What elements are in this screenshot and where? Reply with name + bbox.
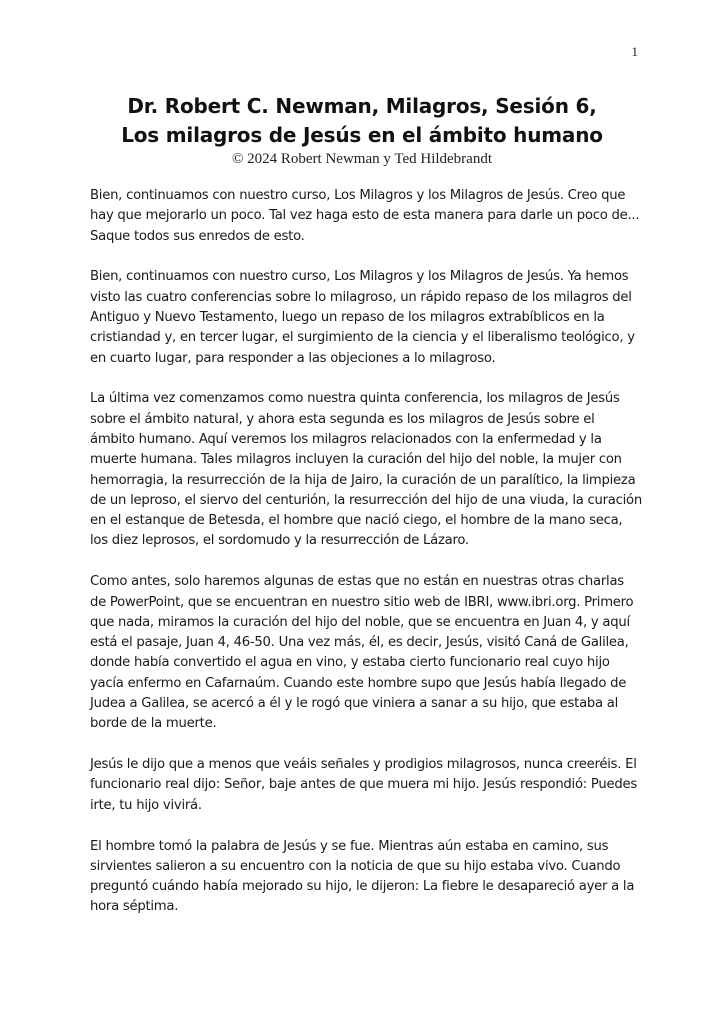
page-number: 1 bbox=[631, 44, 638, 59]
paragraph: La última vez comenzamos como nuestra quinta conferencia, los milagros de Jesús sobre el ámbito natural, y ahora esta segunda es los milagros de Jesús sobre el ámbito humano. Aquí veremos los milagros relacionados con la enfermedad y la muerte humana. Tales milagros incluyen la curación del hijo del noble, la mujer con hemorragia, la resurrección de la hija de Jairo, la curación de un paralítico, la limpieza de un leproso, el siervo del centurión, la resurrección del hijo de una viuda, la curación en el estanque de Betesda, el hombre que nació ciego, el hombre de la mano seca, los diez leprosos, el sordomudo y la resurrección de Lázaro. bbox=[90, 391, 642, 549]
document-title bbox=[0, 92, 724, 150]
paragraph: El hombre tomó la palabra de Jesús y se fue. Mientras aún estaba en camino, sus sirvientes salieron a su encuentro con la noticia de que su hijo estaba vivo. Cuando preguntó cuándo había mejorado su hijo, le dijeron: La fiebre le desapareció ayer a la hora séptima. bbox=[90, 838, 635, 915]
paragraph: Bien, continuamos con nuestro curso, Los Milagros y los Milagros de Jesús. Creo que hay que mejorarlo un poco. Tal vez haga esto de esta manera para darle un poco de... Saque todos sus enredos de esto. bbox=[90, 188, 640, 244]
title-line-1: Dr. Robert C. Newman, Milagros, Sesión 6, bbox=[127, 94, 597, 118]
copyright-line: © 2024 Robert Newman y Ted Hildebrandt bbox=[231, 151, 493, 167]
title-block bbox=[0, 92, 724, 168]
paragraph: Jesús le dijo que a menos que veáis señales y prodigios milagrosos, nunca creeréis. El funcionario real dijo: Señor, baje antes de que muera mi hijo. Jesús respondió: Puedes irte, tu hijo vivirá. bbox=[90, 757, 637, 813]
title-line-2: Los milagros de Jesús en el ámbito humano bbox=[121, 123, 603, 147]
paragraph: Como antes, solo haremos algunas de estas que no están en nuestras otras charlas de PowerPoint, que se encuentran en nuestro sitio web de IBRI, www.ibri.org. Primero que nada, miramos la curación del hijo del noble, que se encuentra en Juan 4, y aquí está el pasaje, Juan 4, 46-50. Una vez más, él, es decir, Jesús, visitó Caná de Galilea, donde había convertido el agua en vino, y estaba cierto funcionario real cuyo hijo yacía enfermo en Cafarnaúm. Cuando este hombre supo que Jesús había llegado de Judea a Galilea, se acercó a él y le rogó que viniera a sanar a su hijo, que estaba al borde de la muerte. bbox=[90, 574, 634, 732]
document-body bbox=[90, 186, 642, 938]
paragraph: Bien, continuamos con nuestro curso, Los Milagros y los Milagros de Jesús. Ya hemos visto las cuatro conferencias sobre lo milagroso, un rápido repaso de los milagros del Antiguo y Nuevo Testamento, luego un repaso de los milagros extrabíblicos en la cristiandad y, en tercer lugar, el surgimiento de la ciencia y el liberalismo teológico, y en cuarto lugar, para responder a las objeciones a lo milagroso. bbox=[90, 269, 635, 366]
